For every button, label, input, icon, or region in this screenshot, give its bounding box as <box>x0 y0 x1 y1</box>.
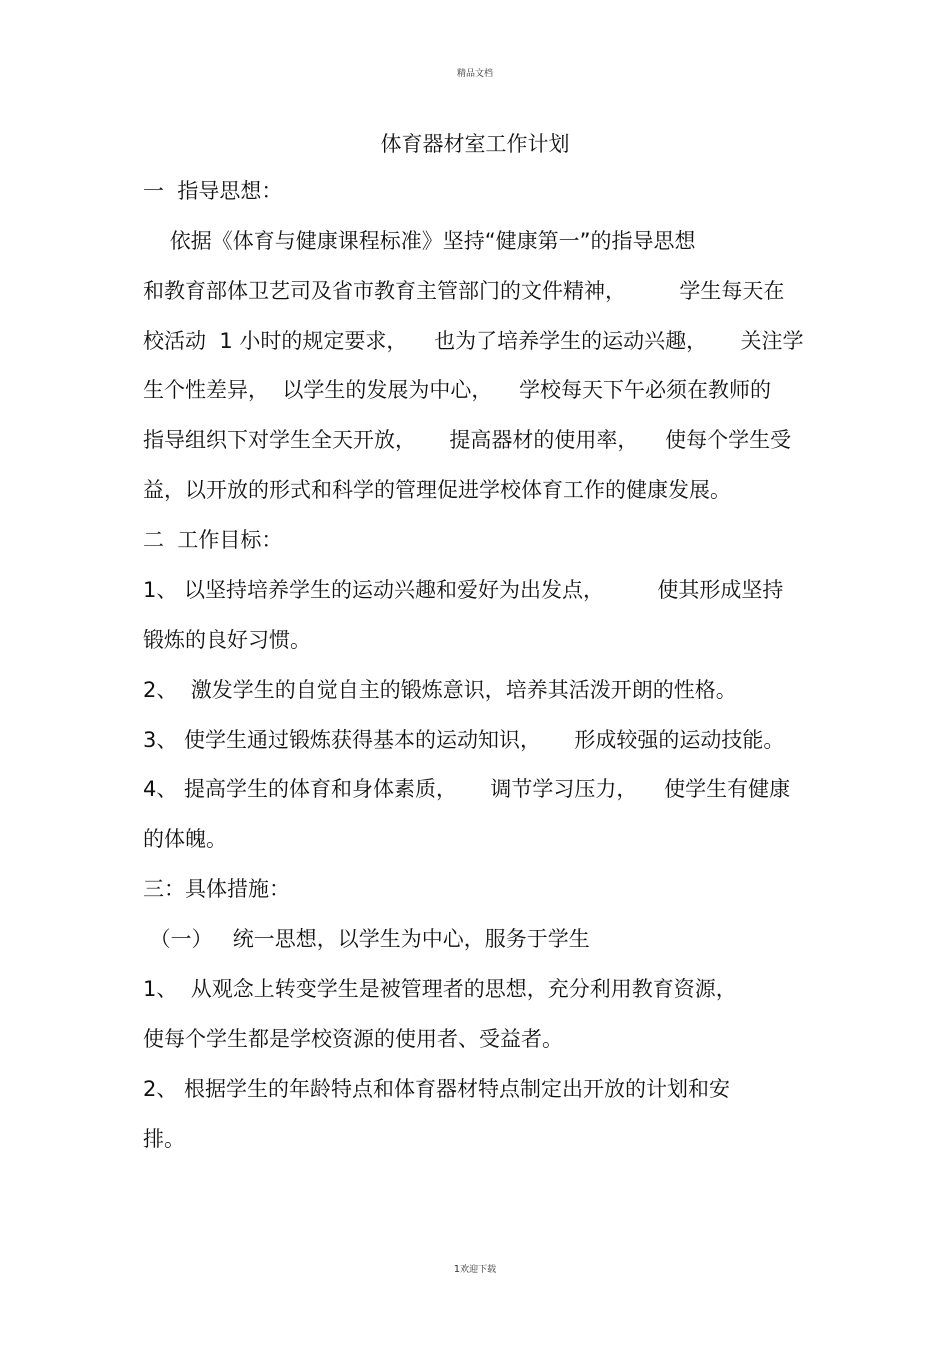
section-heading-guiding-ideology: 一 指导思想： <box>143 179 283 203</box>
list-item: 1、 从观念上转变学生是被管理者的思想，充分利用教育资源， <box>143 977 737 1001</box>
section-heading-work-goals: 二 工作目标： <box>143 528 283 552</box>
paragraph-line: 指导组织下对学生全天开放， 提高器材的使用率， 使每个学生受 <box>143 428 792 452</box>
document-title: 体育器材室工作计划 <box>380 132 570 156</box>
paragraph-line: 益，以开放的形式和科学的管理促进学校体育工作的健康发展。 <box>143 478 731 502</box>
list-item-continuation: 排。 <box>143 1127 185 1151</box>
paragraph-line: 生个性差异， 以学生的发展为中心， 学校每天下午必须在教师的 <box>143 378 772 402</box>
list-item-continuation: 的体魄。 <box>143 827 227 851</box>
list-item: 3、 使学生通过锻炼获得基本的运动知识， 形成较强的运动技能。 <box>143 728 785 752</box>
list-item-continuation: 锻炼的良好习惯。 <box>143 628 311 652</box>
footer-note: 欢迎下载 <box>460 1265 497 1275</box>
header-note: 精品文档 <box>456 69 493 79</box>
paragraph-line: 依据《体育与健康课程标准》坚持“健康第一”的指导思想 <box>143 229 696 253</box>
subsection-heading: （一） 统一思想，以学生为中心，服务于学生 <box>143 927 590 951</box>
section-heading-measures: 三：具体措施： <box>143 877 290 901</box>
list-item: 2、 激发学生的自觉自主的锻炼意识，培养其活泼开朗的性格。 <box>143 678 737 702</box>
list-item-continuation: 使每个学生都是学校资源的使用者、受益者。 <box>143 1027 563 1051</box>
paragraph-line: 校活动 1 小时的规定要求， 也为了培养学生的运动兴趣， 关注学 <box>143 329 804 353</box>
footer <box>0 1262 950 1275</box>
list-item: 4、 提高学生的体育和身体素质， 调节学习压力， 使学生有健康 <box>143 777 791 801</box>
list-item: 1、 以坚持培养学生的运动兴趣和爱好为出发点， 使其形成坚持 <box>143 578 784 602</box>
paragraph-line: 和教育部体卫艺司及省市教育主管部门的文件精神， 学生每天在 <box>143 279 785 303</box>
list-item: 2、 根据学生的年龄特点和体育器材特点制定出开放的计划和安 <box>143 1077 731 1101</box>
page-number: 1 <box>453 1264 461 1275</box>
